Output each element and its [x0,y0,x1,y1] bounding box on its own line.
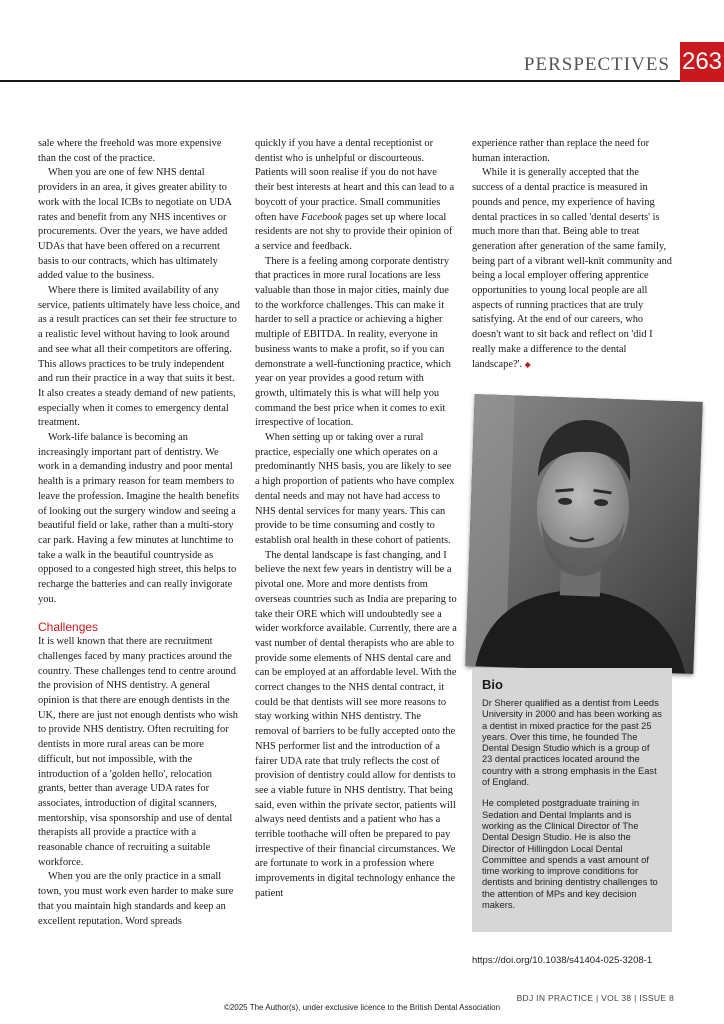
header-rule [0,80,680,82]
article-column-3 [472,137,672,372]
paragraph: When you are the only practice in a small town, you must work even harder to make sure that you maintain high standards and keep an excellent reputation. Word spreads [38,871,234,927]
paragraph: Where there is limited availability of any service, patients ultimately have less choice, and as a result practices can set their fee structure to a realistic level without having to look around and see what all their competitors are offering. This allows practices to be truly independent and run their practice in a way that suits it best. It also creates a steady demand of new patients, especially when it comes to emergency dental treatment. [38,285,240,429]
page-header [0,42,724,84]
article-column-1 [38,137,240,929]
paragraph [472,166,672,372]
paragraph: When you are one of few NHS dental providers in an area, it gives greater ability to work with the local ICBs to negotiate on UDA rates and benefit from any NHS incentives or procurements. Over the years, we have added UDAs that have been offered on a recurrent basis to our contracts, which has ultimately added value to the business. [38,167,232,282]
author-portrait-illustration [465,394,702,674]
subheading-challenges: Challenges [38,619,99,634]
bio-title: Bio [482,677,503,692]
journal-footer: BDJ IN PRACTICE | VOL 38 | ISSUE 8 [516,993,674,1003]
paragraph [255,137,457,255]
copyright-footer: ©2025 The Author(s), under exclusive licence to the British Dental Association [223,1003,501,1012]
section-title: PERSPECTIVES [523,54,670,75]
paragraph: When setting up or taking over a rural practice, especially one which operates on a predominantly NHS basis, you are likely to see a high proportion of patients who have complex dental needs and may not have had access to NHS dental services for many years. This can provide to be time consuming and costly to establish oral health in these cohort of patients. [255,432,455,546]
paragraph: It is well known that there are recruitment challenges faced by many practices around the country. These challenges tend to centre around the provision of NHS dentistry. A general opinion is that there are enough dentists in the UK, there are just not enough dentists who wish to provide NHS dentistry. Often recruiting for dentists in more rural areas can be more difficult, but not impossible, with the introduction of a 'golden hello', relocation grants, better than average UDA rates for associates, introduction of digital scanners, mentorship, visa sponsorship and use of dental therapists all provide a practice with a reasonable chance of recruiting a suitable workforce. [38,636,238,868]
text-run: quickly if you have a dental receptionist or dentist who is unhelpful or discourteous. Patients will soon realise if you do not have their best interests at heart and this can lead to a boycott of your practice. Small communities often have [255,138,455,223]
bio-paragraph: Dr Sherer qualified as a dentist from Leeds University in 2000 and has been working as a dentist in mixed practice for the past 25 years. Over this time, he founded The Dental Design Studio which is a group of 23 dental practices located around the country with a strong emphasis in the East of England. [482,698,662,788]
paragraph: Work-life balance is becoming an increasingly important part of dentistry. We work in a demanding industry and poor mental health is a primary reason for team members to leave the profession. Imagine the health benefits of looking out the surgery window and seeing a beautiful field or lake, rather than a multi-story car park. Having a few minutes at lunchtime to take a walk in the beautiful countryside as opposed to a congested high street, this helps to recharge the batteries and can really invigorate you. [38,432,240,605]
paragraph: experience rather than replace the need for human interaction. [472,138,650,164]
doi-link[interactable]: https://doi.org/10.1038/s41404-025-3208-1 [472,955,653,966]
italic-text: Facebook [301,211,343,223]
end-of-article-icon: ◆ [524,359,531,369]
paragraph: There is a feeling among corporate dentistry that practices in more rural locations are less valuable than those in major cities, mainly due to the workforce challenges. This can make it harder to sell a practice or achieving a higher multiple of EBITDA. In reality, everyone in business wants to make a profit, so if you can demonstrate a well-functioning practice, which year on year provides a good return with growth, ultimately this is what will help you command the best price when it comes to exit irrespective of location. [255,255,451,429]
author-photo [465,394,702,674]
text-run: While it is generally accepted that the success of a dental practice is measured in pounds and pence, my experience of having dental practices in so called 'dental deserts' is much more than that. Being able to treat generation after generation of the same family, being part of a vibrant well-knit community and being a local employer offering apprentice opportunities to young local people are all aspects of running practices that are truly satisfying. At the end of our careers, who doesn't want to sit back and reflect on 'did I really make a difference to the dental landscape?'. [472,167,672,370]
paragraph: sale where the freehold was more expensive than the cost of the practice. [38,138,222,164]
text-run: pages set up where local residents are not shy to provide their opinion of a service and feedback. [255,211,453,252]
bio-box [472,668,672,932]
article-column-2 [255,137,457,902]
bio-paragraph: He completed postgraduate training in Sedation and Dental Implants and is working as the Clinical Director of The Dental Design Studio. He is also the Director of Hillingdon Local Dental Committee and spends a vast amount of time working to improve conditions for dentists and brining dentistry challenges to the attention of MPs and key decision makers. [482,798,658,911]
page-number: 263 [680,42,724,82]
paragraph: The dental landscape is fast changing, and I believe the next few years in dentistry will be a pivotal one. More and more dentists from overseas countries such as India are preparing to take their ORE which will undoubtedly see a wider workforce available. Currently, there are a vast number of dental therapists who are able to provide some elements of NHS dental care and can be employed at an affordable level. With the correct changes to the NHS dental contract, it could be that dentists will see more reasons to stay working within NHS dentistry. The removal of barriers to be fully accepted onto the NHS performer list and the introduction of a fairer UDA rate that truly reflects the cost of provision of dentistry could allow for dentists to see a viable future in NHS dentistry. That being said, even within the private sector, patients will always need dentists and a patient who has a terrible toothache will often be prepared to pay irrespective of their financial circumstances. We are fortunate to work in a profession where improvements in digital technology enhance the patient [255,549,457,899]
